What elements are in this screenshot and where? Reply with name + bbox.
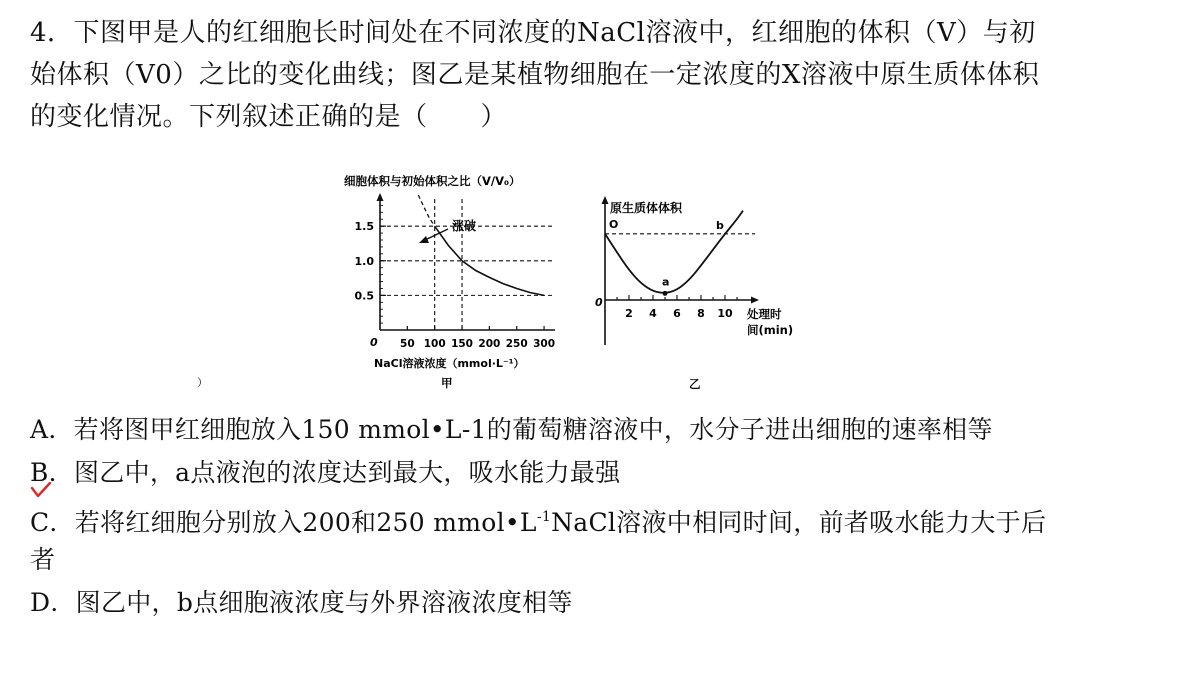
option-a: A．若将图甲红细胞放入150 mmol•L-1的葡萄糖溶液中，水分子进出细胞的速率相等 (30, 415, 993, 444)
question-line-1: 4．下图甲是人的红细胞长时间处在不同浓度的NaCl溶液中，红细胞的体积（V）与初 (30, 18, 1036, 48)
left-y-tick-label: 1.5 (354, 220, 374, 234)
left-x-tick-label: 200 (478, 338, 501, 350)
right-xlabel-line2: 间(min) (747, 323, 794, 337)
left-ylabel: 细胞体积与初始体积之比（V/V₀） (344, 174, 521, 188)
right-point-b-label: b (716, 218, 724, 232)
option-c-line-2: 者 (30, 545, 56, 574)
left-curve-dashed (418, 195, 434, 226)
figure-left-chart (330, 165, 570, 395)
left-x-tick-label: 150 (451, 338, 473, 350)
right-point-a-label: a (662, 275, 670, 289)
left-xlabel: NaCl溶液浓度（mmol·L⁻¹） (374, 357, 525, 370)
question-line-3: 的变化情况。下列叙述正确的是（ ） (30, 102, 508, 132)
question-line-2: 始体积（V0）之比的变化曲线；图乙是某植物细胞在一定浓度的X溶液中原生质体体积 (30, 60, 1040, 90)
left-origin: 0 (370, 336, 378, 349)
right-start-label: O (609, 217, 619, 231)
right-x-tick-label: 2 (625, 307, 633, 320)
option-d: D．图乙中，b点细胞液浓度与外界溶液浓度相等 (30, 588, 573, 617)
right-x-tick-label: 10 (717, 307, 733, 320)
right-y-arrow (602, 196, 609, 204)
left-annotation: 涨破 (452, 219, 477, 233)
left-y-tick-label: 0.5 (354, 289, 374, 303)
option-c-text-2: NaCl溶液中相同时间，前者吸水能力大于后 (551, 508, 1047, 537)
left-x-tick-label: 50 (400, 338, 415, 350)
left-annotation-arrowhead (419, 236, 429, 243)
option-b: B．图乙中，a点液泡的浓度达到最大，吸水能力最强 (30, 458, 621, 487)
left-y-tick-label: 1.0 (354, 254, 374, 268)
check-mark-icon (30, 482, 52, 498)
figure-right-chart (585, 190, 805, 395)
right-origin: 0 (595, 296, 603, 309)
right-ylabel: 原生质体体积 (610, 201, 683, 215)
stray-mark: ） (197, 376, 208, 389)
right-xlabel-line1: 处理时 (747, 307, 782, 321)
left-x-tick-label: 250 (505, 338, 528, 350)
option-c-text-1: C．若将红细胞分别放入200和250 mmol•L (30, 508, 537, 537)
left-caption: 甲 (441, 376, 453, 390)
option-c (30, 502, 1046, 538)
right-x-arrow (751, 297, 759, 304)
right-caption: 乙 (689, 377, 701, 391)
right-x-tick-label: 4 (649, 307, 657, 320)
left-y-arrow (377, 193, 384, 201)
left-x-tick-label: 300 (533, 338, 556, 350)
right-point-a-marker (663, 291, 668, 296)
option-c-superscript: -1 (536, 509, 552, 525)
left-x-tick-label: 100 (423, 338, 446, 350)
right-x-tick-label: 6 (673, 307, 681, 320)
right-x-tick-label: 8 (697, 307, 705, 320)
